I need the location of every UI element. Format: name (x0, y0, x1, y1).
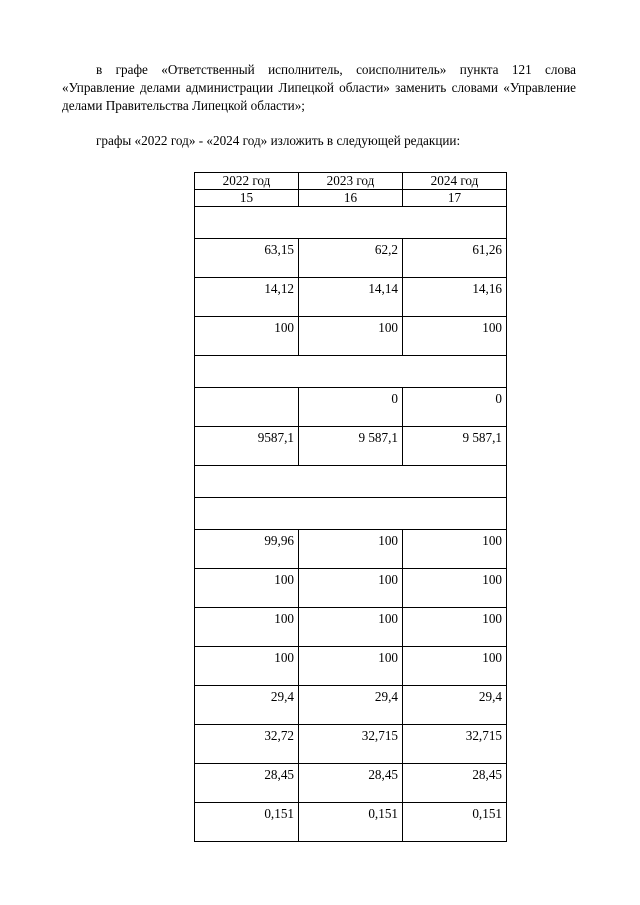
table-cell: 100 (299, 647, 403, 686)
table-cell: 62,2 (299, 239, 403, 278)
table-row (195, 803, 507, 842)
header-2024: 2024 год (403, 173, 507, 190)
table-cell: 29,4 (195, 686, 299, 725)
table-row (195, 530, 507, 569)
table-cell: 0,151 (299, 803, 403, 842)
table-cell: 14,12 (195, 278, 299, 317)
table-cell: 100 (403, 530, 507, 569)
table-section-cell (195, 356, 507, 388)
table-cell: 28,45 (195, 764, 299, 803)
table-cell: 32,715 (403, 725, 507, 764)
table-cell: 29,4 (403, 686, 507, 725)
table-cell: 99,96 (195, 530, 299, 569)
table-row (195, 608, 507, 647)
table-cell: 100 (195, 317, 299, 356)
paragraph-amendment-1: в графе «Ответственный исполнитель, соисполнитель» пункта 121 слова «Управление делами администрации Липецкой области» заменить словами «Управление делами Правительства Липецкой области»; (62, 62, 576, 113)
table-cell: 61,26 (403, 239, 507, 278)
table-section-cell (195, 466, 507, 498)
table-cell: 0,151 (195, 803, 299, 842)
table-column-number-row (195, 190, 507, 207)
table-cell: 100 (195, 608, 299, 647)
table-cell: 100 (403, 608, 507, 647)
table-cell: 0,151 (403, 803, 507, 842)
table-row (195, 647, 507, 686)
table-cell: 14,16 (403, 278, 507, 317)
table-cell: 32,715 (299, 725, 403, 764)
table-cell: 100 (195, 569, 299, 608)
table-cell: 100 (403, 647, 507, 686)
table-row (195, 686, 507, 725)
table-row (195, 764, 507, 803)
column-number-16: 16 (299, 190, 403, 207)
header-2022: 2022 год (195, 173, 299, 190)
table-cell: 32,72 (195, 725, 299, 764)
table-cell: 100 (299, 317, 403, 356)
table-section-cell (195, 207, 507, 239)
table-cell: 0 (299, 388, 403, 427)
table-section-row (195, 498, 507, 530)
column-number-17: 17 (403, 190, 507, 207)
table-cell: 28,45 (299, 764, 403, 803)
column-number-15: 15 (195, 190, 299, 207)
table-cell: 0 (403, 388, 507, 427)
table-row (195, 388, 507, 427)
table-cell: 100 (195, 647, 299, 686)
table-cell: 9 587,1 (403, 427, 507, 466)
paragraph-amendment-2: графы «2022 год» - «2024 год» изложить в следующей редакции: (96, 133, 461, 148)
table-cell: 9587,1 (195, 427, 299, 466)
table-row (195, 569, 507, 608)
table-section-row (195, 466, 507, 498)
table-row (195, 317, 507, 356)
table-cell: 63,15 (195, 239, 299, 278)
table-section-cell (195, 498, 507, 530)
table-row (195, 725, 507, 764)
table-body (195, 207, 507, 842)
table-cell: 100 (403, 317, 507, 356)
table-cell: 100 (299, 569, 403, 608)
header-2023: 2023 год (299, 173, 403, 190)
table-row (195, 239, 507, 278)
table-cell: 14,14 (299, 278, 403, 317)
table-section-row (195, 356, 507, 388)
table-row (195, 427, 507, 466)
table-row (195, 278, 507, 317)
table-cell: 9 587,1 (299, 427, 403, 466)
table-cell: 29,4 (299, 686, 403, 725)
values-table (194, 172, 507, 842)
table-cell: 28,45 (403, 764, 507, 803)
table-cell: 100 (299, 608, 403, 647)
table-cell: 100 (403, 569, 507, 608)
table-cell: 100 (299, 530, 403, 569)
table-section-row (195, 207, 507, 239)
table-cell (195, 388, 299, 427)
table-header-row (195, 173, 507, 190)
